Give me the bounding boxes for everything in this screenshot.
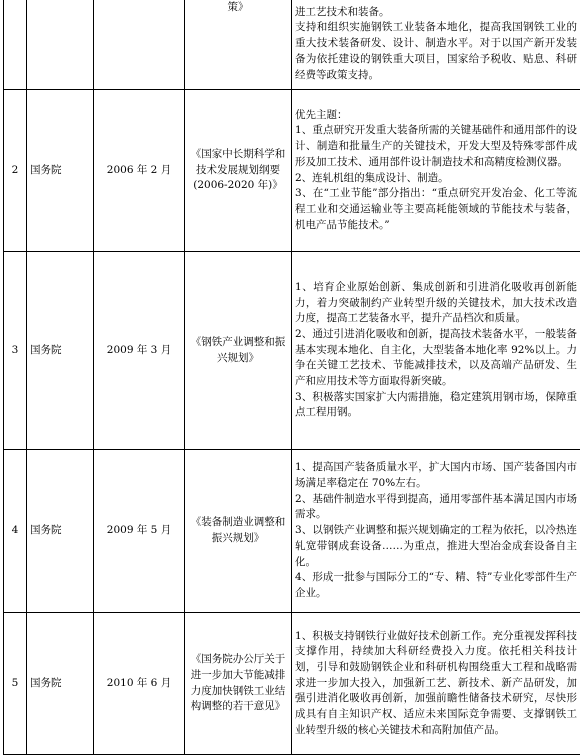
table-row xyxy=(4,90,580,252)
row-number-cell: 4 xyxy=(4,450,27,613)
policy-title-cell: 《钢铁产业调整和振兴规划》 xyxy=(185,252,292,450)
date-cell: 2010 年 6 月 xyxy=(94,613,185,755)
policy-content-cell xyxy=(292,450,580,613)
content-paragraph: 1、提高国产装备质量水平，扩大国内市场、国产装备国内市场满足率稳定在 70%左右。 xyxy=(295,461,577,490)
content-paragraph: 1、培育企业原始创新、集成创新和引进消化吸收再创新能力，着力突破制约产业转型升级的关键技术，加大技术改造力度，提高工艺装备水平，提升产品档次和质量。 xyxy=(295,280,577,325)
department-cell: 国务院 xyxy=(27,252,94,450)
date-cell xyxy=(94,0,185,90)
policy-table-body xyxy=(4,0,580,755)
policy-title-cell: 《装备制造业调整和振兴规划》 xyxy=(185,450,292,613)
table-row xyxy=(4,252,580,450)
content-paragraph: 2、通过引进消化吸收和创新，提高技术装备水平，一般装备基本实现本地化、自主化，大型装备本地化率 92%以上。力争在关键工艺技术、节能减排技术，以及高端产品研发、生产和应用技术等方面取得新突破。 xyxy=(295,327,577,388)
policy-content-cell xyxy=(292,613,580,755)
department-cell: 国务院 xyxy=(27,90,94,252)
policy-title-cell: 《国务院办公厅关于进一步加大节能减排力度加快钢铁工业结构调整的若干意见》 xyxy=(185,613,292,755)
policy-content-cell xyxy=(292,0,580,90)
content-paragraph: 2、基础件制造水平得到提高，通用零部件基本满足国内市场需求。 xyxy=(295,492,577,521)
row-number-cell xyxy=(4,0,27,90)
table-row xyxy=(4,613,580,755)
content-paragraph: 3、积极落实国家扩大内需措施，稳定建筑用钢市场，保障重点工程用钢。 xyxy=(295,390,577,419)
content-paragraph: 3、以钢铁产业调整和振兴规划确定的工程为依托，以冷热连轧宽带钢成套设备……为重点，推进大型冶金成套设备自主化。 xyxy=(295,524,577,568)
content-paragraph: 1、积极支持钢铁行业做好技术创新工作。充分重视发挥科技支撑作用，持续加大科研经费投入力度。依托相关科技计划，引导和鼓励钢铁企业和科研机构围绕重大工程和战略需求进一步加大投入，加强新工艺、新技术、新产品研发，加强引进消化吸收再创新，加强前瞻性储备技术研究，尽快形成具有自主知识产权、适应未来国际竞争需要、支撑钢铁工业转型升级的核心关键技术和高附加值产品。 xyxy=(295,629,577,736)
policy-table xyxy=(3,0,580,755)
department-cell: 国务院 xyxy=(27,613,94,755)
content-paragraph: 支持和组织实施钢铁工业装备本地化，提高我国钢铁工业的重大技术装备研发、设计、制造水平。对于以国产新开发装备为依托建设的钢铁重大项目，国家给予税收、贴息、科研经费等政策支持。 xyxy=(295,21,577,81)
table-row xyxy=(4,450,580,613)
date-cell: 2009 年 5 月 xyxy=(94,450,185,613)
row-number-cell: 3 xyxy=(4,252,27,450)
row-number-cell: 5 xyxy=(4,613,27,755)
policy-content-cell xyxy=(292,90,580,252)
department-cell xyxy=(27,0,94,90)
content-paragraph: 2、连轧机组的集成设计、制造。 xyxy=(295,171,449,184)
content-paragraph: 4、形成一批参与国际分工的“专、精、特”专业化零部件生产企业。 xyxy=(295,571,577,599)
date-cell: 2006 年 2 月 xyxy=(94,90,185,252)
policy-title-cell: 《国家中长期科学和技术发展规划纲要(2006-2020 年)》 xyxy=(185,90,292,252)
content-paragraph: 优先主题： xyxy=(295,108,348,121)
row-number-cell: 2 xyxy=(4,90,27,252)
department-cell: 国务院 xyxy=(27,450,94,613)
content-paragraph: 进工艺技术和装备。 xyxy=(295,5,390,18)
policy-title-cell: 策》 xyxy=(185,0,292,90)
date-cell: 2009 年 3 月 xyxy=(94,252,185,450)
content-paragraph: 3、在“工业节能”部分指出：“重点研究开发冶金、化工等流程工业和交通运输业等主要高耗能领域的节能技术与装备，机电产品节能技术。” xyxy=(295,187,577,231)
table-row xyxy=(4,0,580,90)
policy-content-cell xyxy=(292,252,580,450)
content-paragraph: 1、重点研究开发重大装备所需的关键基础件和通用部件的设计、制造和批量生产的关键技术，开发大型及特殊零部件成形及加工技术、通用部件设计制造技术和高精度检测仪器。 xyxy=(295,124,577,168)
